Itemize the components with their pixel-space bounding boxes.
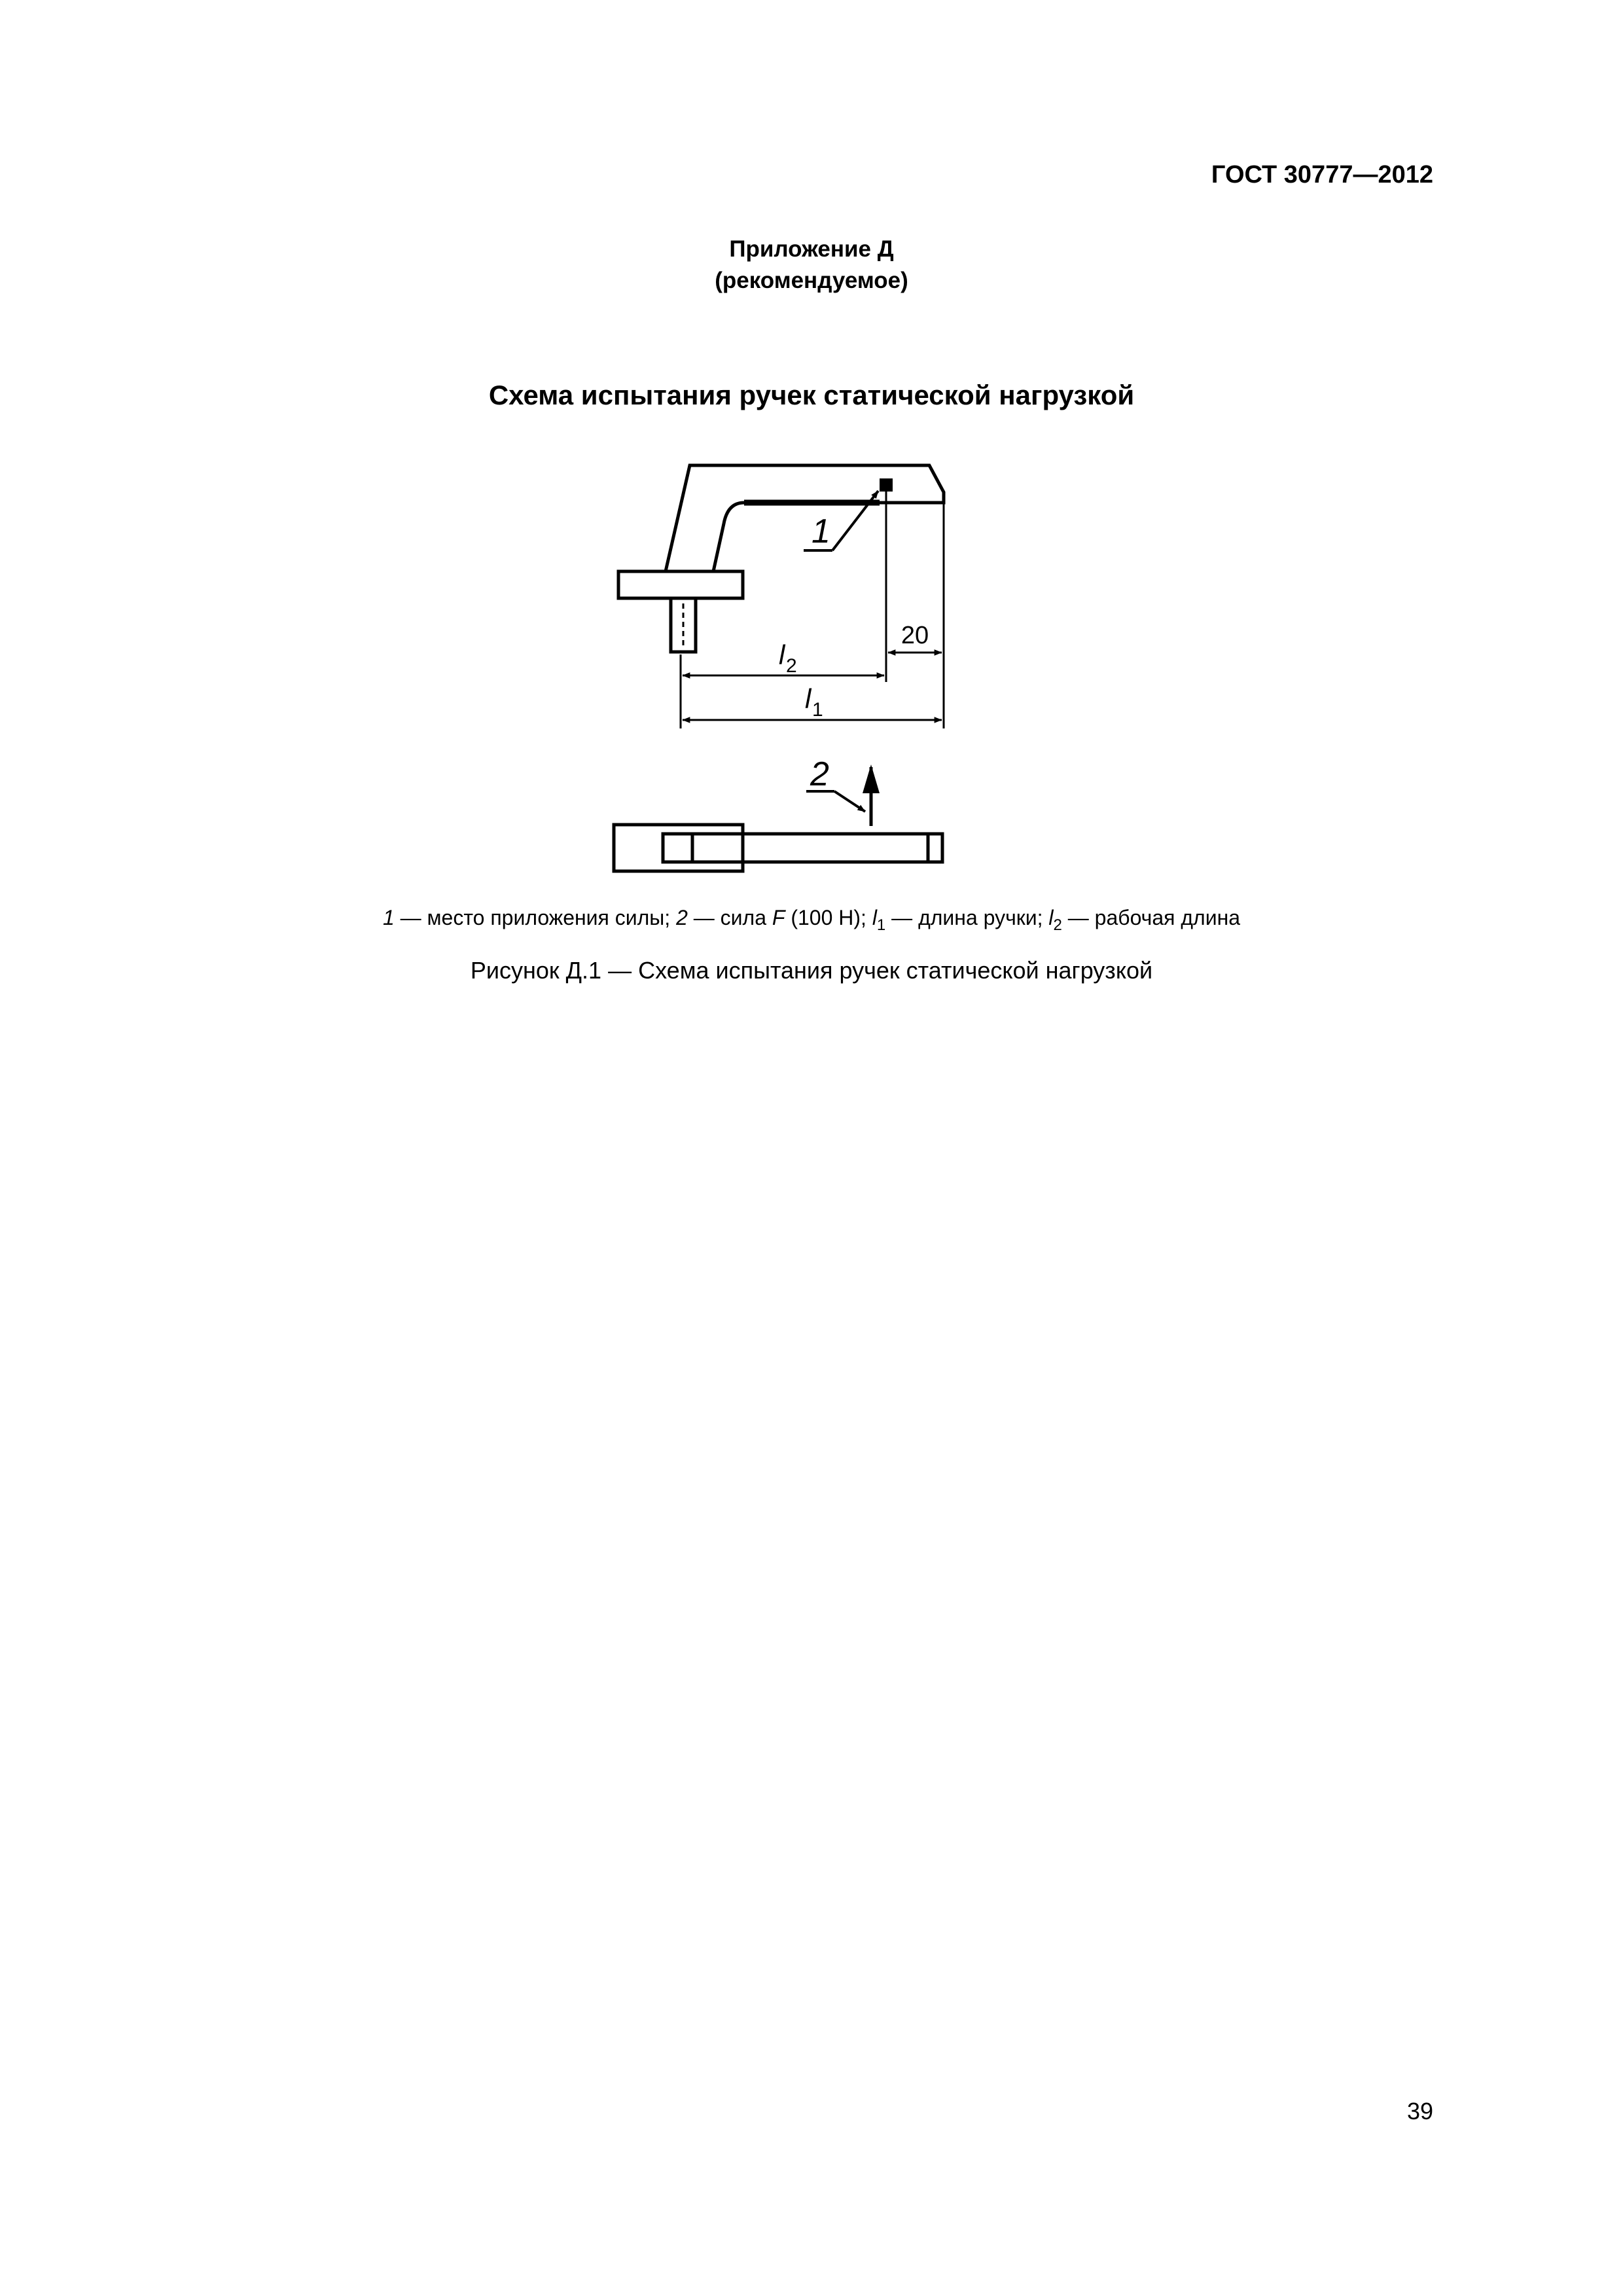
appendix-title: Приложение Д: [729, 236, 894, 262]
dimension-l2-label: l: [779, 639, 785, 670]
standard-number: ГОСТ 30777—2012: [1211, 161, 1433, 188]
callout-2-label: 2: [810, 755, 829, 793]
handle-lever: [666, 465, 944, 571]
dimension-l1-label: l: [805, 683, 812, 714]
legend-item3-subscript: 1: [876, 916, 886, 934]
handle-top-view: [614, 825, 942, 871]
figure-caption: Рисунок Д.1 — Схема испытания ручек статической нагрузкой: [470, 957, 1153, 984]
legend-item4-text: — рабочая длина: [1061, 906, 1241, 929]
legend-item3-symbol: l: [872, 906, 877, 929]
legend-item2-number: 2: [676, 906, 688, 929]
appendix-status: (рекомендуемое): [715, 268, 908, 293]
dimension-20: [888, 622, 942, 653]
legend-item1-text: — место приложения силы;: [394, 906, 677, 929]
top-rosette: [614, 825, 743, 871]
handle-side-view: [618, 465, 944, 652]
dimension-l2: [683, 639, 884, 677]
legend-item4-symbol: l: [1048, 906, 1054, 929]
legend-item2-symbol: F: [772, 906, 785, 929]
dimension-l1-subscript: 1: [812, 699, 823, 721]
dimension-20-label: 20: [901, 622, 929, 649]
rosette-plate: [618, 571, 743, 598]
handle-test-diagram: [0, 0, 1623, 890]
figure-legend: [0, 906, 1623, 935]
section-title: Схема испытания ручек статической нагрузкой: [488, 380, 1135, 410]
callout-2-leader: [834, 791, 865, 812]
dimension-l1: [683, 683, 942, 721]
force-arrow-head: [863, 764, 880, 793]
legend-item2-text: — сила: [687, 906, 772, 929]
legend-item3-text: — длина ручки;: [885, 906, 1049, 929]
legend-item1-number: 1: [382, 906, 395, 929]
page-number: 39: [1406, 2098, 1433, 2125]
callout-1-label: 1: [812, 512, 830, 550]
force-point: [880, 478, 893, 492]
dimension-l2-subscript: 2: [786, 655, 797, 677]
legend-item2-value: (100 Н);: [785, 906, 872, 929]
callout-2: [806, 755, 880, 826]
legend-item4-subscript: 2: [1053, 916, 1062, 934]
top-lever: [663, 834, 942, 862]
